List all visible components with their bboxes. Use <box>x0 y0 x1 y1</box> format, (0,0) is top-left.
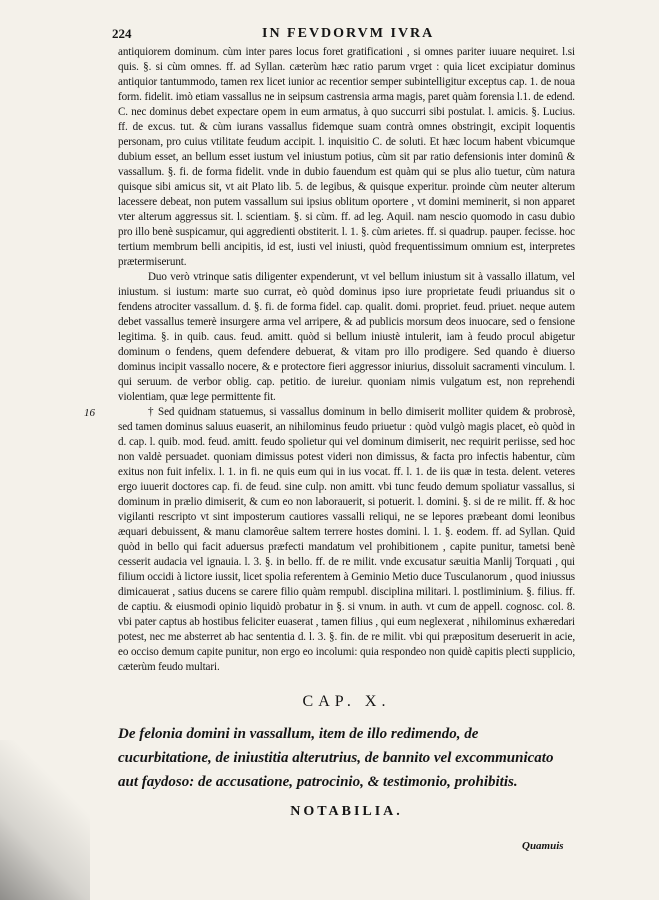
paragraph-1: antiquiorem dominum. cùm inter pares locus foret gratificationi , si omnes pariter iuuare nequiret. l.si quis. §. si cùm omnes. ff. ad Syllan. cæterùm hæc ratio parum vrget : quia licet excipiatur dominus antiquior tantummodo, tamen rex licet iunior ac recentior semper subintelligitur exceptus cap. 1. de noua form. fidelit. imò etiam vassallus ne in seipsum castrensia arma magis, paret quàm forensia l.1. de edend. C. nec dominus debet expectare opem in eum armatus, à quo succurri sibi postulat. l. amicis. §. Lucius. ff. de excus. tut. & cùm iurans vassallus fidemque suam contrà omnes obstringit, excipit loquentis personam, pro cuius vtilitate feudum accipit. l. inquisitio C. de soluti. Et hæc locum habent vbicumque dubium esset, an bellum esset iustum vel iniustum potius, cùm sit par ratio defensionis inter dominû & vassallum. §. fi. de forma fidelit. vnde in dubio fauendum est quàm qui se plus alio tuetur, cùm natura quisque sibi amicus sit, vt ait Plato lib. 5. de legibus, & quisque experitur. proinde cùm neuter alterum lacessere debeat, non putem vassallum sui ipsius oblitum oportere , vt domini meminerit, si non apparet vter alterum aggressus sit. l. scientiam. §. si cùm. ff. ad leg. Aquil. nam nescio quomodo in casu dubio pro illo benè suspicamur, qui aggredienti obstiterit. l. 1. §. cùm arietes. ff. si quadrup. pauper. fecisse. hoc tertium membrum belli ancipitis, id est, iusti vel iniusti, quòd frequentissimum omnium est, interpretes prætermiserunt. <box>118 46 575 268</box>
paragraph-2: Duo verò vtrinque satis diligenter expenderunt, vt vel bellum iniustum sit à vassallo illatum, vel iniustum. si iustum: marte suo currat, eò quòd dominus ipso iure proprietate feudi priuandus sit o fendens atrociter vassallum. d. §. fi. de forma fidel. cap. qualit. domi. propriet. feud. priuet. neque autem debet vassallus temerè insurgere arma vel arripere, & ad publicis morsum deos inuocare, sed o fensione legitima. §. in quib. caus. feud. amitt. quòd si bellum iniustè intulerit, iam à feudo procul abigetur dominum o fendens, quem defendere debuerat, & vitam pro illo prodigere. Sed quando è diuerso dominus incipit vassallo nocere, & e protectore fieri aggressor iniurius, dissoluit sacramenti vinculum. l. qui seruum. de verbor oblig. cap. petitio. de iureiur. quoniam nimis vulgatum est, non reprehendi violentiam, quæ lege permittente fit. <box>118 271 575 403</box>
catchword: Quamuis <box>522 840 564 852</box>
chapter-title: De felonia domini in vassallum, item de illo redimendo, de cucurbitatione, de iniustitia alterutrius, de bannito vel excommunicato aut faydoso: de accusatione, patrocinio, & testimonio, prohibitis. <box>118 726 554 790</box>
page-header <box>112 26 572 42</box>
margin-note-number: 16 <box>84 407 95 419</box>
section-label: NOTABILIA. <box>290 804 403 819</box>
page-number: 224 <box>112 26 132 41</box>
body-text <box>118 45 575 675</box>
paragraph-3: † Sed quidnam statuemus, si vassallus dominum in bello dimiserit molliter quidem & probrosè, sed tamen dominus saluus euaserit, an nihilominus feudo priuetur : quòd vulgò magis placet, eò quòd in d. cap. l. quib. mod. feud. amitt. feudo spolietur qui vel dominum dimiserit, nec requirit periisse, sed hoc non valdè persuadet. quoniam dimissus potest videri non dimissus, & facta pro infectis habentur, cùm exitus non fuit infelix. l. 1. in fi. ne quis eum qui in ius vocat. ff. l. 1. de iis quæ in testa. delent. veteres ergo iuuerit doctores cap. fi. de feud. sine culp. non amitt. vbi tunc feudo demum spoliatur vassallus, si dominum in prælio dimiserit, & cum eo non laborauerit, si potuerit. l. domini. §. si de re milit. ff. & hoc vigilanti rescripto vt sint imposterum cautiores vassalli reliqui, ne se lepores præbeant domi leonibus æquari debuissent, & manu clamorêue saltem terrere hostes domini. l. 1. §. eodem. ff. ad Syllan. Quid quòd in bello qui facit aduersus præfecti mandatum vel prohibitionem , capite punitur, tametsi benè cesserit audacia vel ignauia. l. 3. §. in bello. ff. de re milit. vnde excusatur sæuitia Manlij Torquati , qui filium occidi à lictore iussit, licet spolia referentem à Geminio Metio duce Tusculanorum , quod iniussus dimicauerat , satius ducens se carere filio quàm rempubl. disciplina militari. l. postliminium. §. filius. ff. de captiu. & eiusmodi opinio liquidò probatur in §. si vnum. in auth. vt cum de appell. cognosc. col. 8. vbi pater captus ab hostibus feliciter euaserat , tamen filius , qui eum neglexerat , nihilominus exhæredari potest, nec me absterret ab hac sententia d. l. 3. §. fin. de re milit. vbi qui præpositum deseruerit in acie, eo occiso demum capite punitur, non ergo eo incolumi: quia respondeo non quidè capitis plecti supplicio, cæterùm feudo multari. <box>118 406 575 673</box>
page-shadow <box>0 740 90 900</box>
chapter-heading: CAP. X. <box>302 693 391 710</box>
running-head: IN FEVDORVM IVRA <box>262 26 435 41</box>
